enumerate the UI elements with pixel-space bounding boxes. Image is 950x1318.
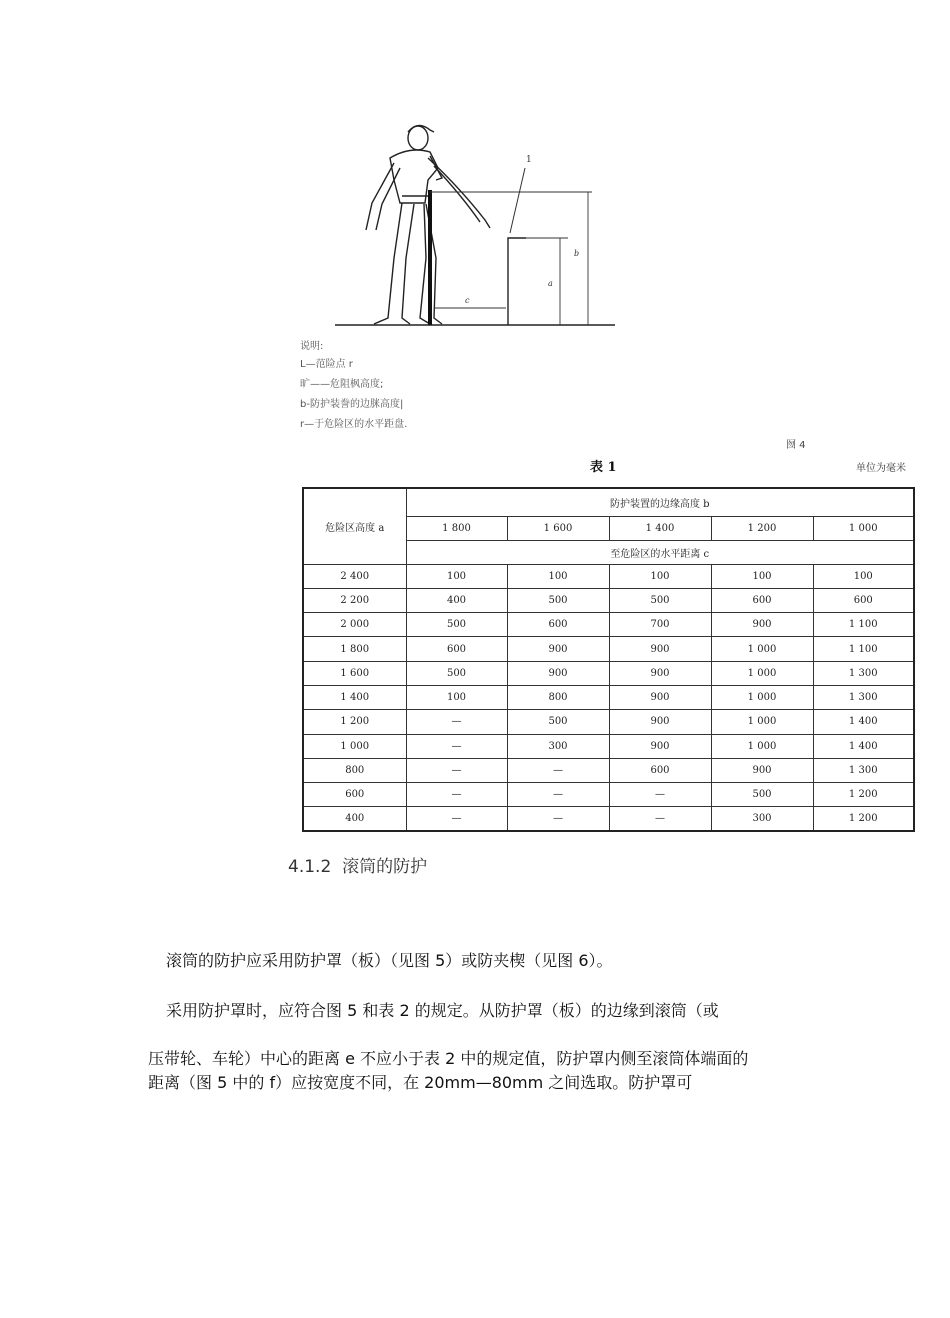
table-row bbox=[303, 734, 914, 758]
distance-cell: 1 000 bbox=[711, 734, 813, 758]
distance-cell: 1 000 bbox=[711, 661, 813, 685]
table-row bbox=[303, 783, 914, 807]
section-title: 滚筒的防护 bbox=[342, 857, 428, 877]
distance-cell: 600 bbox=[711, 588, 813, 612]
distance-cell: 800 bbox=[507, 685, 609, 709]
dimension-b-label: b bbox=[574, 249, 580, 258]
figure-4-illustration bbox=[330, 118, 620, 333]
table-row bbox=[303, 685, 914, 709]
distance-cell: 900 bbox=[711, 758, 813, 782]
distance-cell: 900 bbox=[609, 710, 711, 734]
distance-cell: — bbox=[507, 783, 609, 807]
distance-cell: 900 bbox=[507, 661, 609, 685]
distance-cell: 400 bbox=[406, 588, 507, 612]
distance-cell: 1 200 bbox=[813, 783, 914, 807]
distance-cell: 1 100 bbox=[813, 637, 914, 661]
table-body bbox=[303, 564, 914, 831]
distance-cell: 600 bbox=[507, 613, 609, 637]
distance-cell: 1 400 bbox=[813, 710, 914, 734]
hazard-height-cell: 400 bbox=[303, 807, 406, 831]
hazard-height-cell: 1 000 bbox=[303, 734, 406, 758]
legend-item: L—范险点 r bbox=[300, 359, 353, 370]
distance-cell: 700 bbox=[609, 613, 711, 637]
distance-cell: 900 bbox=[609, 734, 711, 758]
distance-cell: 500 bbox=[406, 661, 507, 685]
column-header-cell: 1 800 bbox=[406, 516, 507, 540]
distance-cell: 100 bbox=[609, 564, 711, 588]
dimension-a-label: a bbox=[548, 279, 553, 288]
legend-title: 说明: bbox=[300, 341, 324, 352]
section-heading bbox=[288, 852, 427, 877]
distance-cell: 600 bbox=[609, 758, 711, 782]
table-row bbox=[303, 613, 914, 637]
distance-cell: 600 bbox=[406, 637, 507, 661]
distance-cell: 100 bbox=[711, 564, 813, 588]
table-row bbox=[303, 710, 914, 734]
table-row bbox=[303, 661, 914, 685]
hazard-height-cell: 2 400 bbox=[303, 564, 406, 588]
distance-cell: 1 300 bbox=[813, 661, 914, 685]
figure-caption: 囫 4 bbox=[786, 440, 806, 451]
distance-cell: 500 bbox=[406, 613, 507, 637]
column-header-cell: 1 200 bbox=[711, 516, 813, 540]
hazard-height-cell: 1 600 bbox=[303, 661, 406, 685]
section-number: 4.1.2 bbox=[288, 857, 332, 877]
group-header-cell: 防护装置的边缘高度 b bbox=[406, 488, 914, 516]
body-paragraph: 距离（图 5 中的 f）应按宽度不同，在 20mm—80mm 之间选取。防护罩可 bbox=[148, 1073, 693, 1092]
distance-cell: — bbox=[406, 734, 507, 758]
distance-cell: 1 000 bbox=[711, 637, 813, 661]
column-header-cell: 1 400 bbox=[609, 516, 711, 540]
distance-cell: 100 bbox=[813, 564, 914, 588]
distance-cell: 900 bbox=[609, 637, 711, 661]
distance-cell: 900 bbox=[609, 685, 711, 709]
table-title: 表 1 bbox=[590, 460, 617, 475]
hazard-height-cell: 1 400 bbox=[303, 685, 406, 709]
distance-cell: 1 000 bbox=[711, 685, 813, 709]
distance-cell: 1 000 bbox=[711, 710, 813, 734]
distance-cell: — bbox=[406, 758, 507, 782]
sub-header-cell: 至危险区的水平距离 c bbox=[406, 540, 914, 564]
distance-cell: 1 100 bbox=[813, 613, 914, 637]
row-header-cell: 危险区高度 a bbox=[303, 488, 406, 564]
distance-cell: — bbox=[609, 783, 711, 807]
table-row bbox=[303, 758, 914, 782]
distance-cell: 100 bbox=[406, 685, 507, 709]
hazard-height-cell: 1 200 bbox=[303, 710, 406, 734]
legend-item: r—于危险区的水平距盘. bbox=[300, 419, 408, 430]
legend-item: 旷——危阻枫高度; bbox=[300, 379, 384, 390]
column-header-cell: 1 600 bbox=[507, 516, 609, 540]
distance-cell: 100 bbox=[406, 564, 507, 588]
distance-cell: 500 bbox=[507, 710, 609, 734]
distance-table bbox=[302, 487, 915, 832]
distance-cell: 500 bbox=[711, 783, 813, 807]
distance-cell: 1 400 bbox=[813, 734, 914, 758]
distance-cell: — bbox=[406, 807, 507, 831]
distance-cell: 600 bbox=[813, 588, 914, 612]
body-paragraph: 采用防护罩时，应符合图 5 和表 2 的规定。从防护罩（板）的边缘到滚筒（或 bbox=[166, 1001, 719, 1020]
distance-cell: 300 bbox=[507, 734, 609, 758]
table-row bbox=[303, 588, 914, 612]
legend-item: b-防护装誊的边脒高度| bbox=[300, 399, 404, 410]
hazard-height-cell: 2 200 bbox=[303, 588, 406, 612]
distance-cell: 100 bbox=[507, 564, 609, 588]
distance-cell: 300 bbox=[711, 807, 813, 831]
hazard-height-cell: 2 000 bbox=[303, 613, 406, 637]
distance-cell: 1 300 bbox=[813, 758, 914, 782]
distance-cell: 900 bbox=[711, 613, 813, 637]
hazard-height-cell: 600 bbox=[303, 783, 406, 807]
distance-cell: — bbox=[507, 758, 609, 782]
distance-cell: — bbox=[507, 807, 609, 831]
hazard-height-cell: 800 bbox=[303, 758, 406, 782]
hazard-marker-label: 1 bbox=[526, 155, 532, 165]
distance-cell: — bbox=[406, 710, 507, 734]
body-paragraph: 压带轮、车轮）中心的距离 e 不应小于表 2 中的规定值，防护罩内侧至滚筒体端面的 bbox=[148, 1049, 749, 1068]
table-row bbox=[303, 807, 914, 831]
distance-cell: 1 300 bbox=[813, 685, 914, 709]
distance-cell: 1 200 bbox=[813, 807, 914, 831]
distance-cell: 500 bbox=[609, 588, 711, 612]
dimension-c-label: c bbox=[465, 296, 470, 305]
distance-cell: 900 bbox=[507, 637, 609, 661]
table-row bbox=[303, 564, 914, 588]
distance-cell: — bbox=[609, 807, 711, 831]
distance-cell: — bbox=[406, 783, 507, 807]
distance-cell: 900 bbox=[609, 661, 711, 685]
table-unit: 单位为毫米 bbox=[856, 463, 906, 474]
hazard-height-cell: 1 800 bbox=[303, 637, 406, 661]
body-paragraph: 滚筒的防护应采用防护罩（板）（见图 5）或防夹楔（见图 6）。 bbox=[166, 951, 613, 970]
distance-cell: 500 bbox=[507, 588, 609, 612]
column-header-cell: 1 000 bbox=[813, 516, 914, 540]
table-row bbox=[303, 637, 914, 661]
